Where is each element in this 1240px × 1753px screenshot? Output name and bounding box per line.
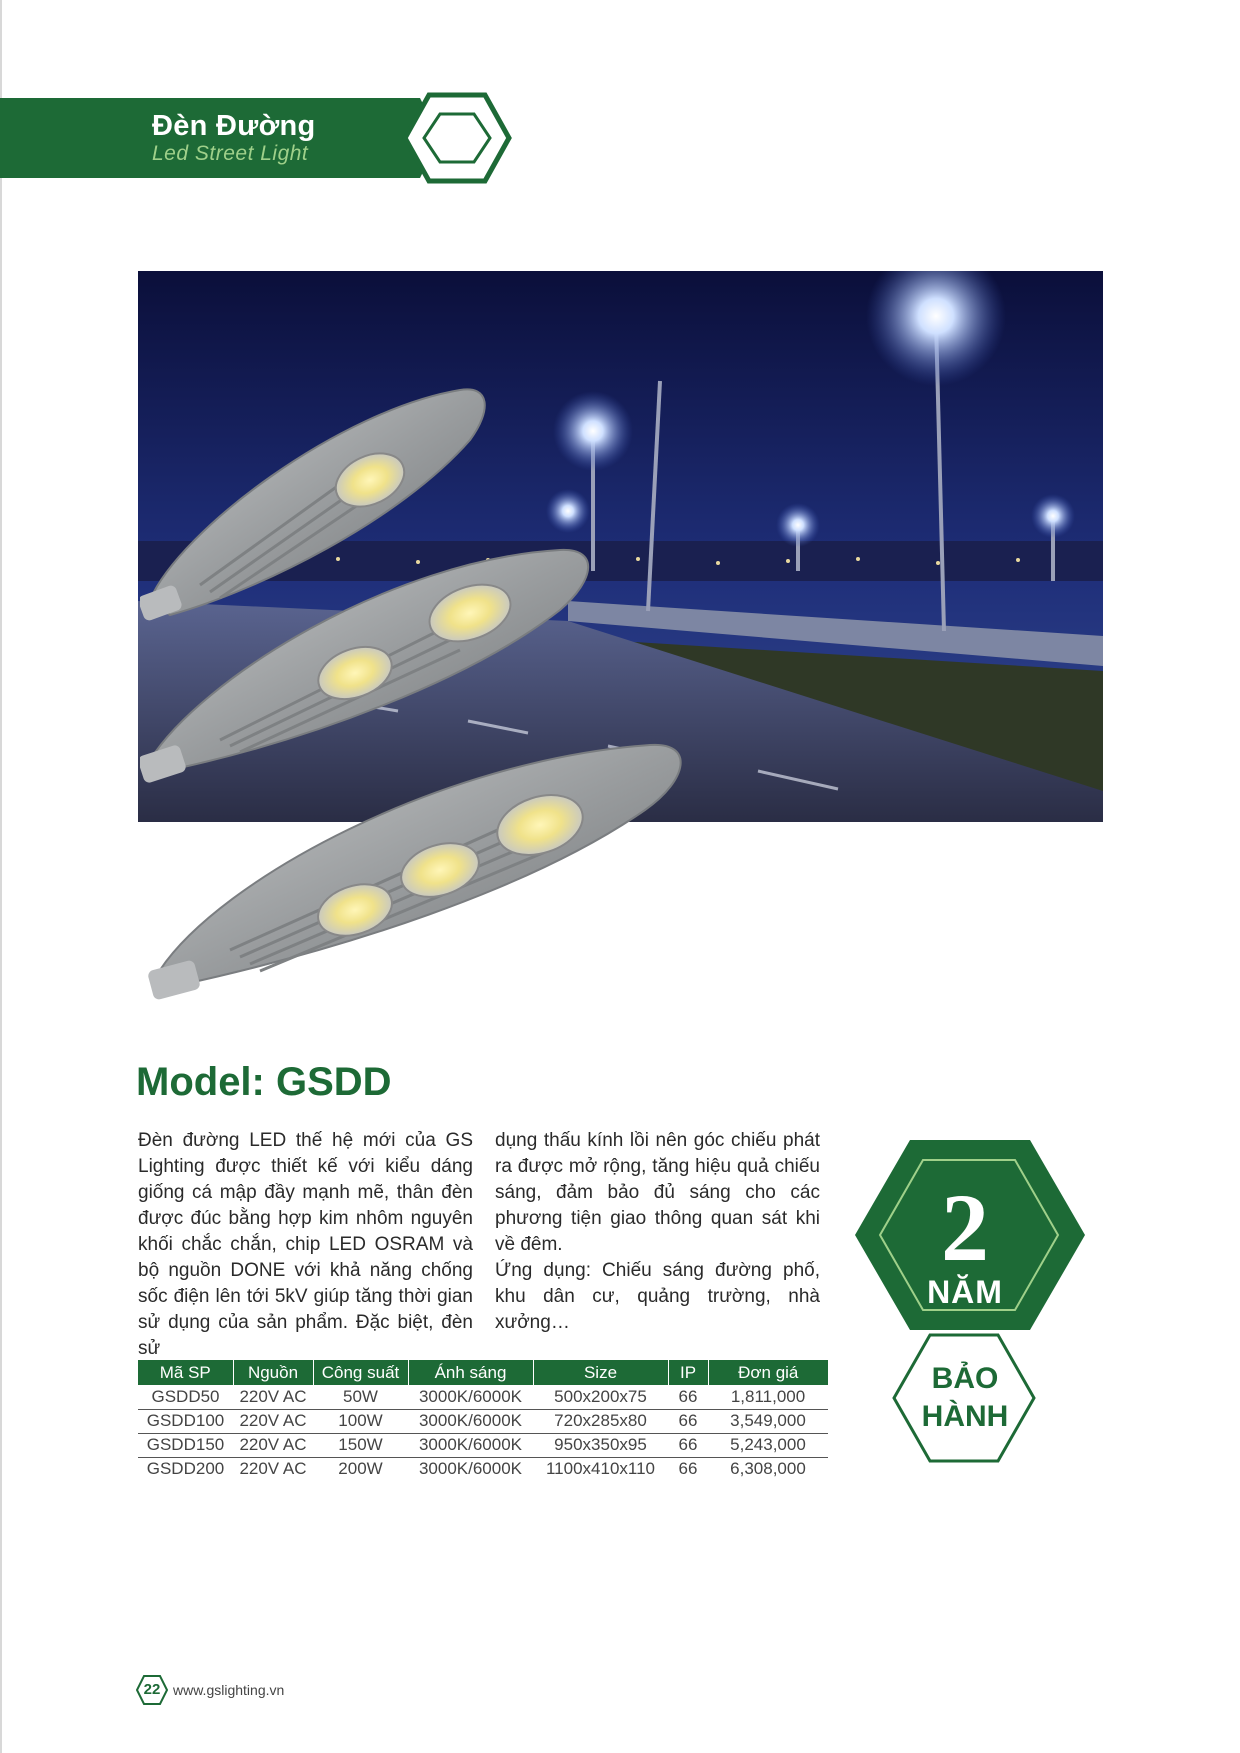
table-cell: GSDD200 [146,1459,225,1479]
table-cell: 220V AC [233,1433,313,1457]
table-cell: 6,308,000 [730,1459,806,1479]
table-cell: 3,549,000 [708,1409,828,1433]
table-cell: 720x285x80 [533,1409,668,1433]
column-header: Ánh sáng [408,1360,533,1385]
spec-table [138,1360,828,1481]
description-paragraph: dụng thấu kính lồi nên góc chiếu phát ra được mở rộng, tăng hiệu quả chiếu sáng, đảm bảo đủ sáng cho các phương tiện giao thông quan sát khi về đêm. [495,1130,820,1255]
application-paragraph: Ứng dụng: Chiếu sáng đường phố, khu dân cư, quảng trường, nhà xưởng… [495,1260,820,1333]
table-cell: GSDD100 [138,1409,233,1433]
description-column-2 [495,1128,820,1336]
model-title: Model: GSDD [136,1060,392,1104]
table-cell: 3000K/6000K [408,1409,533,1433]
table-cell: 200W [338,1459,383,1479]
footer-website-link[interactable]: www.gslighting.vn [173,1682,285,1698]
column-header: Mã SP [138,1360,233,1385]
column-header: Công suất [313,1360,408,1385]
table-cell: 66 [668,1385,708,1409]
table-cell: 150W [313,1433,408,1457]
table-cell: 3000K/6000K [418,1459,523,1479]
page-edge-rule [0,0,2,1753]
header-title: Đèn Đường [152,110,316,142]
table-cell: 220V AC [233,1409,313,1433]
table-header-row [138,1360,828,1385]
table-cell: 5,243,000 [708,1433,828,1457]
table-cell: 100W [313,1409,408,1433]
table-cell: 66 [678,1459,698,1479]
table-cell: 66 [668,1433,708,1457]
warranty-label-line1: BẢO [931,1362,999,1395]
table-cell: GSDD150 [138,1433,233,1457]
table-row [138,1409,828,1433]
table-cell: 500x200x75 [533,1385,668,1409]
header-hexagon-icon [402,92,512,184]
table-cell: 3000K/6000K [408,1385,533,1409]
page-number: 22 [143,1681,161,1698]
header-subtitle: Led Street Light [152,142,309,165]
table-row [138,1457,828,1481]
column-header: Đơn giá [708,1360,828,1385]
table-cell: 220V AC [239,1459,307,1479]
table-cell: 66 [668,1409,708,1433]
column-header: Nguồn [233,1360,313,1385]
table-row [138,1433,828,1457]
table-cell: 1,811,000 [708,1385,828,1409]
table-cell: 950x350x95 [533,1433,668,1457]
table-row [138,1385,828,1409]
column-header: IP [668,1360,708,1385]
product-lamps-image [140,380,700,1020]
table-cell: GSDD50 [138,1385,233,1409]
table-cell: 1100x410x110 [545,1459,656,1479]
table-cell: 220V AC [233,1385,313,1409]
column-header: Size [533,1360,668,1385]
table-cell: 3000K/6000K [408,1433,533,1457]
warranty-years-unit: NĂM [927,1274,1003,1310]
description-paragraph: Đèn đường LED thế hệ mới của GS Lighting được thiết kế với kiểu dáng giống cá mập đầy mạnh mẽ, thân đèn được đúc bằng hợp kim nhôm nguyên khối chắc chắn, chip LED OSRAM và bộ nguồn DONE với khả năng chống sốc điện lên tới 5kV giúp tăng thời gian sử dụng của sản phẩm. Đặc biệt, đèn sử [138,1130,473,1359]
warranty-years-number: 2 [941,1174,989,1281]
description-column-1 [138,1128,473,1362]
warranty-label-line2: HÀNH [921,1400,1009,1433]
table-cell: 50W [313,1385,408,1409]
